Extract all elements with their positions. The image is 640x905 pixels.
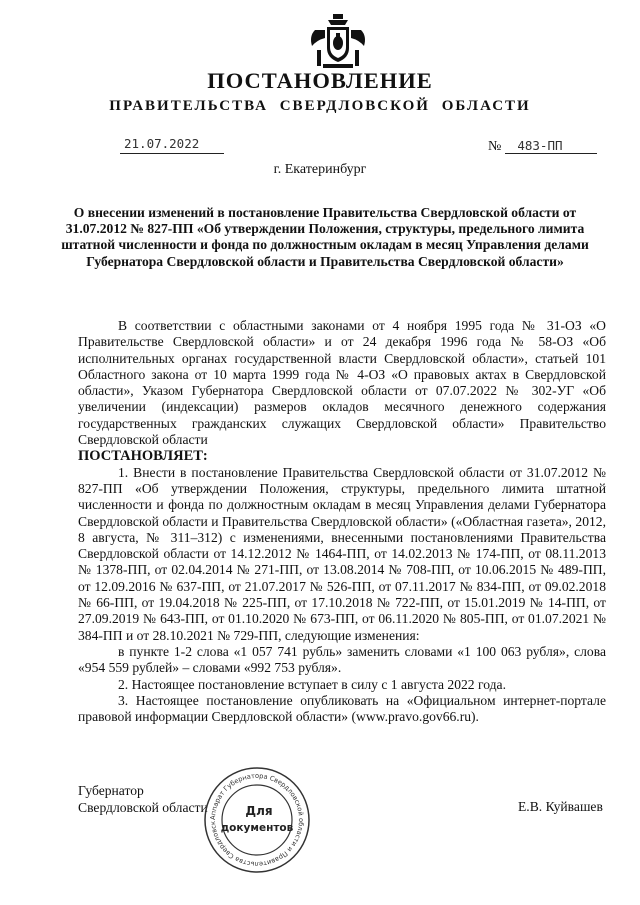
document-body [78, 318, 606, 725]
document-title: ПОСТАНОВЛЕНИЕ [207, 68, 433, 93]
coat-of-arms-emblem [303, 14, 373, 70]
number-value: 483-ПП [505, 138, 597, 154]
document-heading: О внесении изменений в постановление Правительства Свердловской области от 31.07.2012 № 827-ПП «Об утверждении Положения, структуры, предельного лимита штатной численности и фонда по должностным окладам в месяц Управления делами Губернатора Свердловской области и Правительства Свердловской области» [61, 205, 589, 269]
document-date: 21.07.2022 [120, 136, 224, 154]
document-subtitle: ПРАВИТЕЛЬСТВА СВЕРДЛОВСКОЙ ОБЛАСТИ [109, 98, 531, 114]
item-1-paragraph: 1. Внести в постановление Правительства Свердловской области от 31.07.2012 № 827-ПП «Об утверждении Положения, структуры, предельного лимита штатной численности и фонда по должностным окладам в месяц Управления делами Губернатора Свердловской области и Правительства Свердловской области» («Областная газета», 2012, 8 августа, № 311–312) с изменениями, внесенными постановлениями Правительства Свердловской области от 14.12.2012 № 1464-ПП, от 14.02.2013 № 174-ПП, от 08.11.2013 № 1378-ПП, от 02.04.2014 № 271-ПП, от 13.08.2014 № 708-ПП, от 10.06.2015 № 489-ПП, от 12.09.2016 № 637-ПП, от 21.07.2017 № 526-ПП, от 07.11.2017 № 834-ПП, от 09.02.2018 № 66-ПП, от 19.04.2018 № 225-ПП, от 17.10.2018 № 722-ПП, от 15.01.2019 № 14-ПП, от 27.09.2019 № 643-ПП, от 01.10.2020 № 673-ПП, от 06.11.2020 № 805-ПП, от 01.07.2021 № 384-ПП и от 28.10.2021 № 729-ПП, следующие изменения: [78, 464, 606, 643]
stamp-center-line2: документов [220, 822, 294, 834]
item-3-paragraph: 3. Настоящее постановление опубликовать на «Официальном интернет-портале правовой информации Свердловской области» (www.pravo.gov66.ru). [78, 692, 606, 725]
resolves-heading: ПОСТАНОВЛЯЕТ: [78, 448, 208, 465]
item-1-change-paragraph: в пункте 1-2 слова «1 057 741 рубль» заменить словами «1 100 063 рубля», слова «954 559 рублей» – словами «992 753 рубля». [78, 643, 606, 676]
city-line: г. Екатеринбург [273, 162, 367, 177]
signatory-position-line2: Свердловской области [78, 800, 208, 815]
signatory-position [78, 782, 208, 816]
item-2-paragraph: 2. Настоящее постановление вступает в силу с 1 августа 2022 года. [118, 676, 506, 692]
number-sign: № [488, 139, 502, 154]
stamp-ring-text: Аппарат Губернатора Свердловской области и Правительства Свердловск [208, 772, 306, 869]
document-number [488, 138, 597, 155]
signatory-position-line1: Губернатор [78, 783, 144, 798]
preamble-paragraph: В соответствии с областными законами от 4 ноября 1995 года № 31-ОЗ «О Правительстве Свердловской области» и от 24 декабря 1996 года № 58-ОЗ «Об исполнительных органах государственной власти Свердловской области», статьей 101 Областного закона от 10 марта 1999 года № 4-ОЗ «О правовых актах в Свердловской области», Указом Губернатора Свердловской области от 07.07.2022 № 302-УГ «Об увеличении (индексации) размеров окладов месячного денежного содержания государственных гражданских служащих Свердловской области» Правительство Свердловской области [78, 318, 606, 448]
signatory-name: Е.В. Куйвашев [518, 799, 603, 814]
official-stamp [202, 765, 312, 875]
stamp-center-line1: Для [245, 804, 273, 818]
